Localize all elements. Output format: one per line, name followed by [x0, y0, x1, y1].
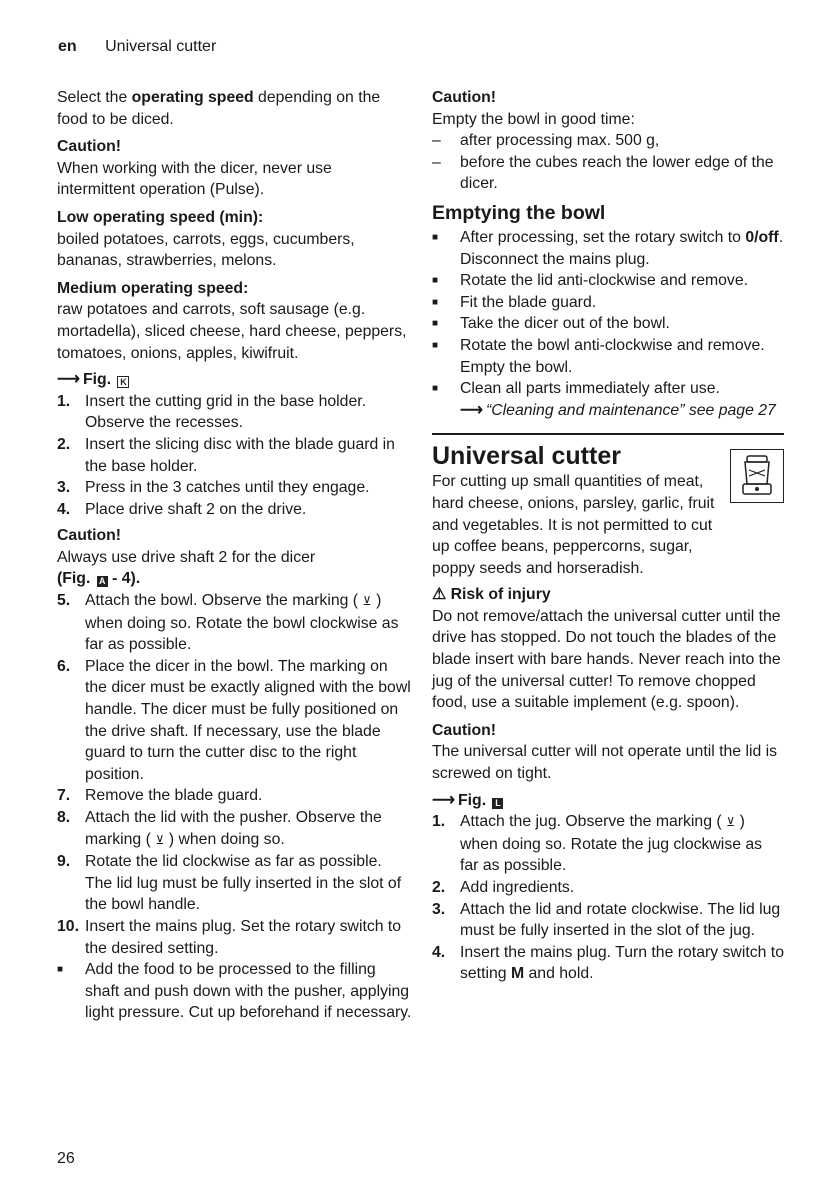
figure-reference: ⟶ Fig. L: [432, 790, 784, 812]
list-item: 6. Place the dicer in the bowl. The marking on the dicer must be exactly aligned with the bowl handle. The dicer must be fully positioned on the drive shaft. If necessary, use the blade guard to turn the cutter disc to the right position.: [57, 657, 411, 783]
list-item: 3. Press in the 3 catches until they engage.: [57, 479, 370, 497]
figure-reference: (Fig. A - 4).: [57, 570, 141, 588]
language-code: en: [58, 38, 77, 55]
steps-list: [432, 811, 784, 985]
bullet-icon: ■: [432, 275, 439, 287]
marking-icon: ⊻: [726, 815, 736, 830]
list-item: 2. Add ingredients.: [432, 879, 575, 896]
section-text: For cutting up small quantities of meat, hard cheese, onions, parsley, garlic, fruit and vegetables. It is not permitted to cut up coffee beans, peppercorns, sugar, poppy seeds and horseradish.: [432, 473, 715, 577]
list-item: ■ Rotate the bowl anti-clockwise and remove. Empty the bowl.: [432, 335, 784, 378]
bullet-list: [57, 959, 412, 1024]
section-divider: [432, 433, 784, 435]
caution-text: Empty the bowl in good time:: [432, 110, 635, 128]
list-item: 1. Insert the cutting grid in the base holder. Observe the recesses.: [57, 392, 367, 432]
marking-icon: ⊻: [155, 832, 165, 847]
caution-text: The universal cutter will not operate until the lid is screwed on tight.: [432, 743, 778, 783]
figure-box-icon: K: [117, 376, 129, 388]
bullet-icon: ■: [432, 231, 439, 243]
list-item: ■ Clean all parts immediately after use. ⟶ “Cleaning and maintenance” see page 27: [432, 378, 784, 421]
warning-heading: ⚠ Risk of injury: [432, 586, 551, 604]
list-item: 4. Insert the mains plug. Turn the rotary switch to setting M and hold.: [432, 943, 784, 983]
list-item: 3. Attach the lid and rotate clockwise. The lid lug must be fully inserted in the slot of the jug.: [432, 900, 781, 940]
list-item: – before the cubes reach the lower edge of the dicer.: [432, 153, 774, 193]
page-number: 26: [57, 1150, 75, 1167]
intro-text: Select the operating speed depending on the food to be diced.: [57, 89, 381, 128]
bullet-icon: ■: [432, 339, 439, 351]
bullet-icon: ■: [432, 383, 439, 395]
caution-heading: Caution!: [57, 527, 122, 545]
list-item: ■ Rotate the lid anti-clockwise and remove.: [432, 270, 784, 292]
bullet-icon: ■: [432, 318, 439, 330]
list-item: 5. Attach the bowl. Observe the marking ( ⊻ ) when doing so. Rotate the bowl clockwise as far as possible.: [57, 592, 399, 654]
section-heading: Emptying the bowl: [432, 201, 606, 224]
steps-list: [57, 590, 412, 959]
figure-box-icon: A: [97, 576, 108, 587]
low-speed-heading: Low operating speed (min):: [57, 208, 264, 226]
figure-box-icon: L: [492, 798, 503, 809]
left-column: [57, 87, 412, 1024]
caution-heading: Caution!: [57, 138, 122, 156]
steps-list: [57, 391, 412, 521]
list-item: 9. Rotate the lid clockwise as far as possible. The lid lug must be fully inserted in the slot of the bowl handle.: [57, 853, 402, 914]
universal-cutter-section: [432, 441, 784, 579]
dash-list: [432, 130, 784, 195]
bullet-icon: ■: [57, 964, 64, 976]
header-title: Universal cutter: [105, 38, 217, 55]
list-item: 4. Place drive shaft 2 on the drive.: [57, 500, 307, 518]
list-item: ■ Fit the blade guard.: [432, 292, 784, 314]
list-item: 1. Attach the jug. Observe the marking ( ⊻ ) when doing so. Rotate the jug clockwise as far as possible.: [432, 813, 763, 875]
list-item: 7. Remove the blade guard.: [57, 787, 263, 805]
bullet-list: [432, 227, 784, 421]
list-item: ■ Take the dicer out of the bowl.: [432, 313, 784, 335]
cross-reference: “Cleaning and maintenance” see page 27: [486, 401, 776, 419]
list-item: 10. Insert the mains plug. Set the rotary switch to the desired setting.: [57, 917, 402, 957]
caution-text: When working with the dicer, never use intermittent operation (Pulse).: [57, 159, 332, 199]
arrow-icon: ⟶: [432, 791, 455, 809]
page-header: [58, 38, 216, 56]
caution-heading: Caution!: [432, 89, 497, 106]
warning-text: Do not remove/attach the universal cutter until the drive has stopped. Do not touch the blades of the blade insert with bare hands. Never reach into the jug of the universal cutter! To remove chopped food, use a suitable implement (e.g. spoon).: [432, 607, 781, 712]
right-column: [432, 87, 784, 985]
list-item: ■ Add the food to be processed to the filling shaft and push down with the pusher, applying light pressure. Cut up beforehand if necessary.: [57, 959, 412, 1024]
section-title: Universal cutter: [432, 442, 621, 471]
list-item: ■ After processing, set the rotary switch to 0/off. Disconnect the mains plug.: [432, 227, 784, 270]
list-item: – after processing max. 500 g,: [432, 132, 660, 150]
arrow-icon: ⟶: [460, 401, 483, 419]
caution-text: Always use drive shaft 2 for the dicer: [57, 548, 316, 566]
marking-icon: ⊻: [362, 594, 372, 609]
arrow-icon: ⟶: [57, 371, 80, 389]
bullet-icon: ■: [432, 296, 439, 308]
medium-speed-text: raw potatoes and carrots, soft sausage (e.g. mortadella), sliced cheese, hard cheese, peppers, tomatoes, onions, apples, kiwifruit.: [57, 301, 407, 362]
low-speed-text: boiled potatoes, carrots, eggs, cucumbers, bananas, strawberries, melons.: [57, 230, 355, 270]
medium-speed-heading: Medium operating speed:: [57, 279, 249, 297]
list-item: 2. Insert the slicing disc with the blade guard in the base holder.: [57, 435, 395, 475]
universal-cutter-icon: [730, 449, 784, 503]
caution-heading: Caution!: [432, 721, 497, 739]
list-item: 8. Attach the lid with the pusher. Observe the marking ( ⊻ ) when doing so.: [57, 807, 412, 851]
warning-icon: ⚠: [432, 586, 447, 604]
figure-reference: ⟶ Fig. K: [57, 369, 412, 391]
